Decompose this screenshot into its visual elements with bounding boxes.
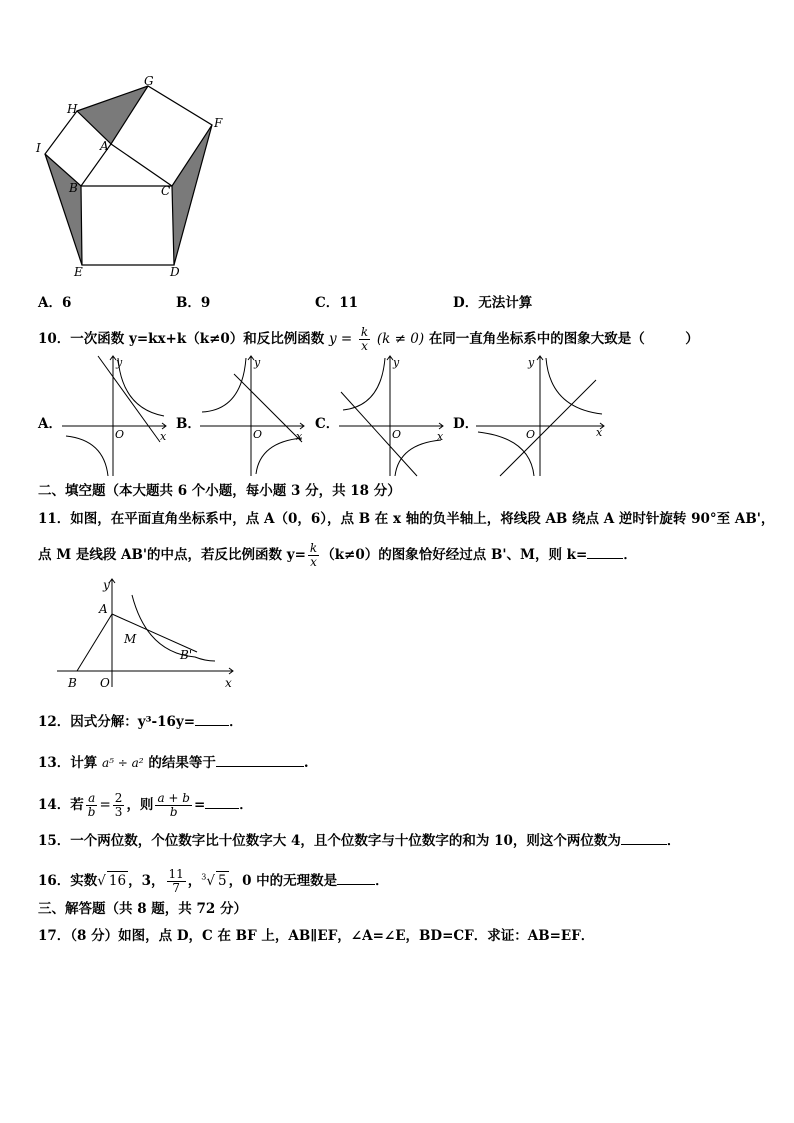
- q13-b: 的结果等于: [148, 755, 216, 771]
- q11-label-M: M: [124, 632, 137, 646]
- q12-end: ．: [229, 714, 243, 730]
- label-F: F: [214, 116, 223, 130]
- q11-frac-den: x: [310, 555, 317, 569]
- q10-y-eq: y =: [328, 331, 353, 347]
- q14: [38, 792, 253, 819]
- q10-graph-a[interactable]: [60, 352, 172, 480]
- q17: 17．（8 分）如图，点 D，C 在 BF 上，AB∥EF，∠A=∠E，BD=CF．求证：AB=EF．: [38, 928, 595, 944]
- q14-f2d: 3: [114, 805, 123, 819]
- q10d-axis-x: x: [596, 426, 603, 439]
- q10-graph-b[interactable]: [198, 352, 310, 480]
- q9-choice-d[interactable]: D．无法计算: [453, 295, 533, 311]
- q12-answer-blank[interactable]: [195, 713, 229, 726]
- q10-option-c-label[interactable]: C．: [315, 416, 340, 432]
- q10-fraction: [359, 326, 370, 353]
- q14-frac-23: [113, 792, 125, 819]
- q15-end: ．: [666, 833, 681, 849]
- section-2-heading: 二、填空题（本大题共 6 个小题，每小题 3 分，共 18 分）: [38, 483, 401, 499]
- q14-eq: =: [99, 797, 111, 813]
- q11-label-B: B: [68, 676, 77, 690]
- q10-cond: (k ≠ 0): [376, 331, 425, 347]
- q16-b: ，3，: [128, 873, 165, 889]
- q16-sqrt16-val: 16: [108, 873, 127, 889]
- q10a-axis-x: x: [160, 430, 167, 443]
- q14-end: ．: [239, 797, 253, 813]
- q10c-axis-x: x: [437, 430, 444, 443]
- q11-figure: [55, 575, 240, 693]
- q11-line2-b: （k≠0）的图象恰好经过点 B'、M，则 k=: [321, 547, 588, 563]
- q16-c: ，: [187, 873, 202, 889]
- q10-frac-den: x: [361, 339, 368, 353]
- q14-f1n: a: [86, 792, 98, 806]
- label-D: D: [170, 265, 180, 279]
- label-B: B: [69, 181, 78, 195]
- q11-label-y: y: [103, 578, 110, 592]
- q11-label-O: O: [100, 676, 110, 690]
- q11-fraction: [308, 542, 319, 569]
- q14-answer-blank[interactable]: [205, 796, 239, 809]
- q16-sqrt16: √ 16: [97, 873, 127, 889]
- q14-f2n: 2: [114, 791, 123, 805]
- q10b-origin: O: [253, 428, 263, 441]
- label-I: I: [36, 141, 41, 155]
- q10-option-d-label[interactable]: D．: [453, 416, 479, 432]
- q12-text: 12．因式分解：y³-16y=: [38, 714, 196, 730]
- q14-f3d: b: [169, 805, 178, 819]
- q11-frac-num: k: [309, 541, 318, 555]
- q14-a: 14．若: [38, 797, 84, 813]
- q16-fn: 11: [168, 867, 184, 881]
- q9-choice-c[interactable]: C．11: [315, 295, 359, 311]
- label-C: C: [161, 184, 171, 198]
- section-3-heading: 三、解答题（共 8 题，共 72 分）: [38, 901, 247, 917]
- q10-option-a-label[interactable]: A．: [38, 416, 62, 432]
- q10-question: [38, 326, 699, 353]
- q10b-axis-y: y: [254, 356, 261, 369]
- q9-choice-b[interactable]: B．9: [176, 295, 211, 311]
- q10b-axis-x: x: [296, 430, 303, 443]
- q16-a: 16．实数: [38, 873, 98, 889]
- q11-label-Bprime: B': [180, 648, 193, 662]
- q15-text: 15．一个两位数，个位数字比十位数字大 4，且个位数字与十位数字的和为 10，则这个两位数为: [38, 833, 621, 849]
- q12: [38, 713, 243, 731]
- q16-cbrt-index: 3: [201, 872, 207, 882]
- q13-a: 13．计算: [38, 755, 98, 771]
- q11-label-A: A: [99, 602, 108, 616]
- label-E: E: [74, 265, 83, 279]
- q16-cbrt: $^3$√ 5: [201, 872, 227, 889]
- q16-end: ．: [375, 873, 389, 889]
- q10d-axis-y: y: [528, 356, 535, 369]
- q13: [38, 754, 309, 772]
- q10-graph-c[interactable]: [337, 352, 449, 480]
- q16-d: ，0 中的无理数是: [228, 873, 338, 889]
- q13-expr: a⁵ ÷ a²: [102, 756, 144, 770]
- q10c-origin: O: [392, 428, 402, 441]
- q15: [38, 832, 680, 850]
- q10-suffix: 在同一直角坐标系中的图象大致是（ ）: [428, 331, 699, 347]
- q14-frac-apb: [155, 792, 192, 819]
- q16-fd: 7: [172, 881, 180, 895]
- label-A: A: [100, 139, 109, 153]
- q13-answer-blank[interactable]: [216, 754, 304, 767]
- q9-figure: [30, 75, 230, 285]
- q14-mid: ，则: [126, 797, 154, 813]
- q10d-origin: O: [526, 428, 536, 441]
- q11-label-x: x: [225, 676, 232, 690]
- q10a-origin: O: [115, 428, 125, 441]
- q13-end: .: [303, 755, 309, 771]
- label-G: G: [144, 75, 154, 88]
- q10-prefix: 10．一次函数 y=kx+k（k≠0）和反比例函数: [38, 331, 325, 347]
- q11-line2: [38, 542, 637, 569]
- q14-f3n: a + b: [157, 791, 190, 805]
- q9-choice-a[interactable]: A．6: [38, 295, 72, 311]
- q16-cbrt-val: 5: [217, 873, 227, 889]
- q11-line2-end: ．: [623, 547, 637, 563]
- q10c-axis-y: y: [393, 356, 400, 369]
- q14-f1d: b: [87, 805, 96, 819]
- q15-answer-blank[interactable]: [621, 832, 667, 845]
- q14-eq2: =: [193, 797, 206, 813]
- q10a-axis-y: y: [116, 356, 123, 369]
- q11-answer-blank[interactable]: [587, 546, 623, 559]
- label-H: H: [67, 102, 78, 116]
- q16: [38, 868, 389, 895]
- q10-graph-d[interactable]: [474, 352, 610, 480]
- q16-answer-blank[interactable]: [337, 872, 375, 885]
- q11-line2-a: 点 M 是线段 AB'的中点，若反比例函数 y=: [38, 547, 306, 563]
- q10-option-b-label[interactable]: B．: [176, 416, 201, 432]
- q11-line1: 11．如图，在平面直角坐标系中，点 A（0，6），点 B 在 x 轴的负半轴上，将线段 AB 绕点 A 逆时针旋转 90°至 AB'，: [38, 511, 775, 527]
- q10-frac-num: k: [360, 325, 369, 339]
- q16-frac: [167, 868, 186, 895]
- q14-frac-ab: [86, 792, 98, 819]
